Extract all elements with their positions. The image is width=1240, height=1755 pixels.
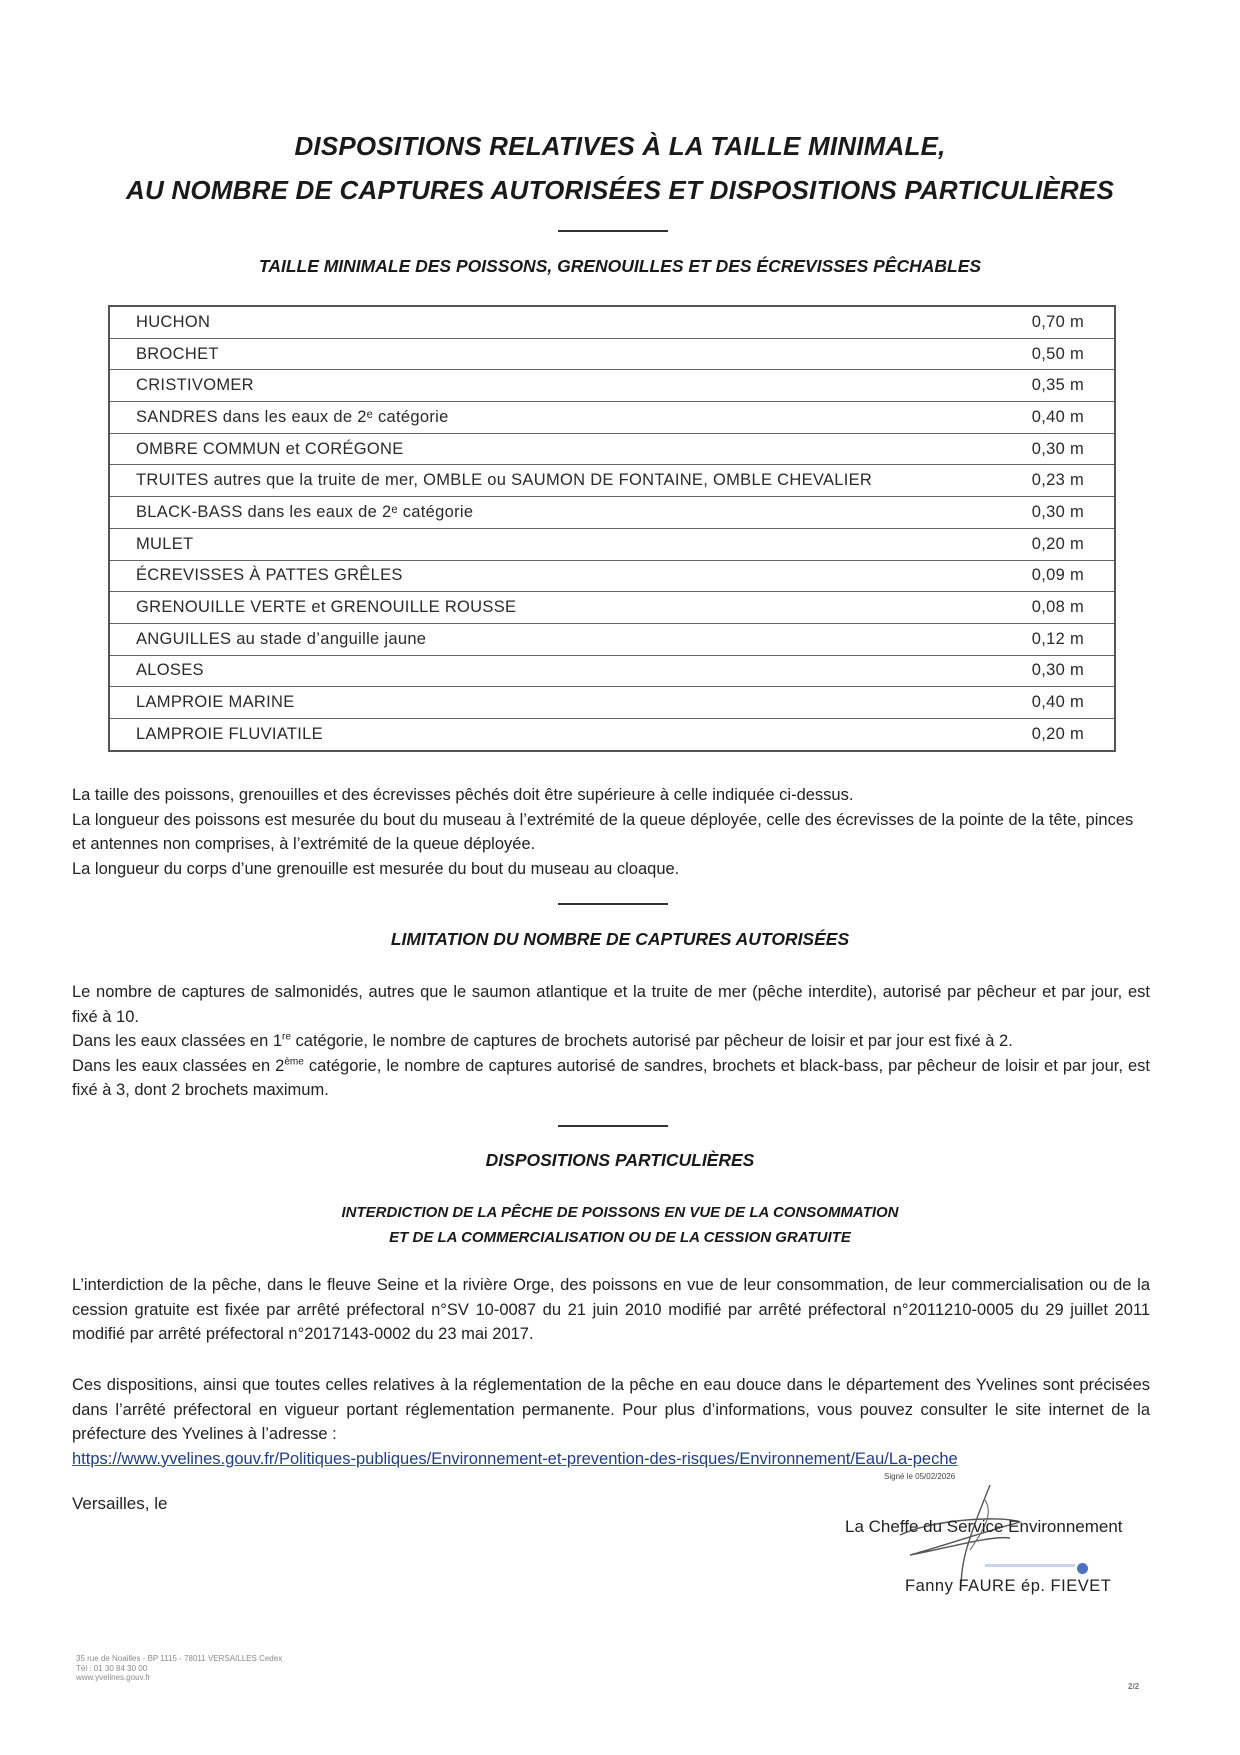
taille-section-title: TAILLE MINIMALE DES POISSONS, GRENOUILLES ET DES ÉCREVISSES PÊCHABLES: [258, 256, 982, 276]
min-size-cell: 0,20 m: [964, 528, 1115, 560]
min-size-cell: 0,70 m: [964, 306, 1115, 338]
signatory-role: La Cheffe du Service Environnement: [845, 1517, 1123, 1536]
table-row: [109, 655, 1115, 687]
species-cell: TRUITES autres que la truite de mer, OMBLE ou SAUMON DE FONTAINE, OMBLE CHEVALIER: [109, 465, 964, 497]
min-size-cell: 0,30 m: [964, 655, 1115, 687]
table-row: [109, 338, 1115, 370]
section-separator: [558, 230, 668, 232]
page-number: 2/2: [1128, 1682, 1140, 1691]
table-row: [109, 497, 1115, 529]
table-row: [109, 370, 1115, 402]
min-size-cell: 0,40 m: [964, 687, 1115, 719]
interdiction-paragraph: L’interdiction de la pêche, dans le fleuve Seine et la rivière Orge, des poissons en vue de leur consommation, de leur commercialisation ou de la cession gratuite est fixée par arrêté préfectoral n°SV 10-0087 du 21 juin 2010 modifié par arrêté préfectoral n°2011210-0005 du 29 juillet 2011 modifié par arrêté préfectoral n°2017143-0002 du 23 mai 2017.: [72, 1276, 1150, 1343]
electronic-signature-label: [985, 1564, 1075, 1567]
table-row: [109, 528, 1115, 560]
particulieres-subtitle: [0, 1200, 1240, 1250]
table-row: [109, 465, 1115, 497]
taille-note: La longueur du corps d’une grenouille est mesurée du bout du museau au cloaque.: [72, 859, 680, 878]
min-size-cell: 0,30 m: [964, 497, 1115, 529]
section-separator: [558, 1125, 668, 1127]
min-size-cell: 0,12 m: [964, 623, 1115, 655]
min-size-cell: 0,40 m: [964, 402, 1115, 434]
min-size-cell: 0,09 m: [964, 560, 1115, 592]
consultation-paragraph: Ces dispositions, ainsi que toutes celles relatives à la réglementation de la pêche en eau douce dans le département des Yvelines sont précisées dans l’arrêté préfectoral en vigueur portant réglementation permanente. Pour plus d’informations, vous pouvez consulter le site internet de la préfecture des Yvelines à l’adresse : https://www.yvelines.gouv.fr/Politiques-publiques/Environnement-et-prevention-des-risques/Environnement/Eau/La-peche: [72, 1376, 1150, 1468]
species-cell: BLACK-BASS dans les eaux de 2ᵉ catégorie: [109, 497, 964, 529]
limitation-section-title: LIMITATION DU NOMBRE DE CAPTURES AUTORISÉES: [390, 929, 850, 949]
table-row: [109, 718, 1115, 750]
table-row: [109, 402, 1115, 434]
species-cell: ANGUILLES au stade d’anguille jaune: [109, 623, 964, 655]
taille-note: La longueur des poissons est mesurée du bout du museau à l’extrémité de la queue déployée, celle des écrevisses de la pointe de la tête, pinces et antennes non comprises, à l’extrémité de la queue déployée.: [72, 810, 1134, 853]
species-cell: OMBRE COMMUN et CORÉGONE: [109, 433, 964, 465]
particulieres-section-title: DISPOSITIONS PARTICULIÈRES: [485, 1150, 755, 1170]
min-size-cell: 0,35 m: [964, 370, 1115, 402]
signatory-name: Fanny FAURE ép. FIEVET: [905, 1577, 1112, 1595]
species-cell: HUCHON: [109, 306, 964, 338]
subtitle-line-1: INTERDICTION DE LA PÊCHE DE POISSONS EN VUE DE LA CONSOMMATION: [341, 1204, 899, 1221]
limitation-paragraph: Dans les eaux classées en 1re catégorie, le nombre de captures de brochets autorisé par pêcheur de loisir et par jour est fixé à 2.: [72, 1031, 1013, 1050]
species-cell: BROCHET: [109, 338, 964, 370]
table-row: [109, 687, 1115, 719]
species-cell: ALOSES: [109, 655, 964, 687]
prefecture-link[interactable]: https://www.yvelines.gouv.fr/Politiques-publiques/Environnement-et-prevention-des-risques/Environnement/Eau/La-peche: [72, 1449, 958, 1468]
main-title-line-1: DISPOSITIONS RELATIVES À LA TAILLE MINIMALE,: [294, 131, 946, 161]
main-title-line-2: AU NOMBRE DE CAPTURES AUTORISÉES ET DISPOSITIONS PARTICULIÈRES: [126, 175, 1114, 205]
electronic-signature-badge-icon: [1077, 1563, 1088, 1574]
min-size-cell: 0,23 m: [964, 465, 1115, 497]
footer-address: 35 rue de Noailles - BP 1115 - 78011 VERSAILLES Cedex Tél : 01 30 84 30 00 www.yvelines.gouv.fr: [76, 1654, 283, 1682]
species-cell: ÉCREVISSES À PATTES GRÊLES: [109, 560, 964, 592]
table-row: [109, 560, 1115, 592]
species-cell: LAMPROIE MARINE: [109, 687, 964, 719]
table-row: [109, 306, 1115, 338]
min-size-cell: 0,08 m: [964, 592, 1115, 624]
main-title: [0, 124, 1240, 212]
minimum-size-table: [108, 305, 1116, 752]
min-size-cell: 0,20 m: [964, 718, 1115, 750]
min-size-cell: 0,50 m: [964, 338, 1115, 370]
taille-notes: [72, 783, 1150, 881]
limitation-paragraph: Le nombre de captures de salmonidés, autres que le saumon atlantique et la truite de mer (pêche interdite), autorisé par pêcheur et par jour, est fixé à 10.: [72, 983, 1150, 1026]
limitation-text: [72, 980, 1150, 1103]
table-row: [109, 623, 1115, 655]
min-size-cell: 0,30 m: [964, 433, 1115, 465]
subtitle-line-2: ET DE LA COMMERCIALISATION OU DE LA CESSION GRATUITE: [389, 1229, 851, 1246]
species-cell: CRISTIVOMER: [109, 370, 964, 402]
species-cell: SANDRES dans les eaux de 2ᵉ catégorie: [109, 402, 964, 434]
species-cell: MULET: [109, 528, 964, 560]
table-row: [109, 433, 1115, 465]
signed-date: Signé le 05/02/2026: [884, 1472, 956, 1481]
species-cell: LAMPROIE FLUVIATILE: [109, 718, 964, 750]
table-row: [109, 592, 1115, 624]
place-date: Versailles, le: [72, 1494, 168, 1513]
species-cell: GRENOUILLE VERTE et GRENOUILLE ROUSSE: [109, 592, 964, 624]
taille-note: La taille des poissons, grenouilles et des écrevisses pêchés doit être supérieure à celle indiquée ci-dessus.: [72, 786, 854, 804]
section-separator: [558, 903, 668, 905]
limitation-paragraph: Dans les eaux classées en 2ème catégorie, le nombre de captures autorisé de sandres, brochets et black-bass, par pêcheur de loisir et par jour, est fixé à 3, dont 2 brochets maximum.: [72, 1056, 1150, 1099]
